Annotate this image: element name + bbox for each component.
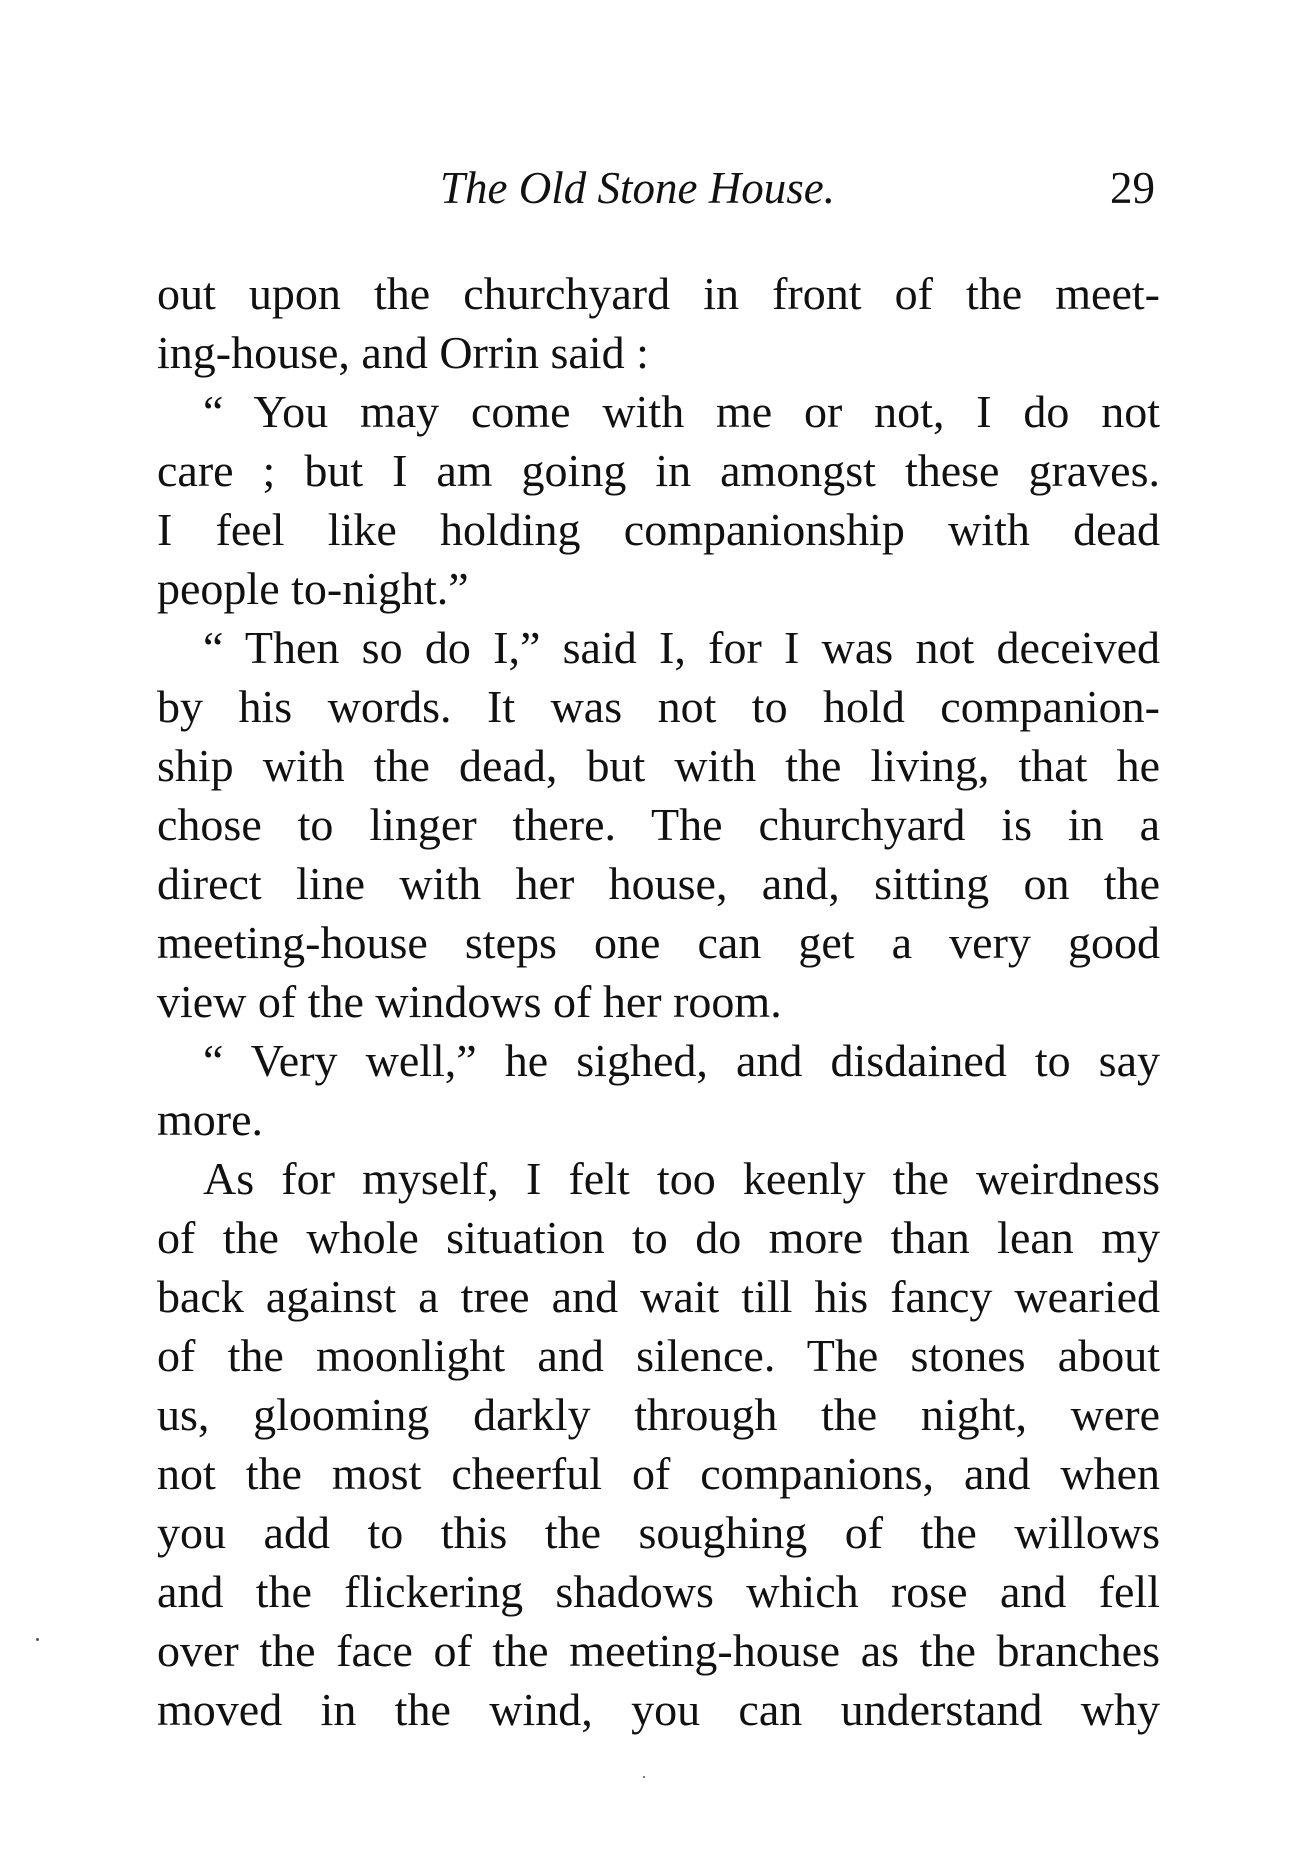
text-line: out upon the churchyard in front of the meet- [157,268,1160,319]
text-line: moved in the wind, you can understand why [157,1684,1160,1735]
ink-speck [643,1776,645,1778]
text-line: meeting-house steps one can get a very good [157,917,1160,968]
text-line: us, glooming darkly through the night, were [157,1389,1160,1440]
text-line: “ Then so do I,” said I, for I was not deceived [203,622,1160,673]
text-line: back against a tree and wait till his fancy wearied [157,1271,1160,1322]
text-line: chose to linger there. The churchyard is in a [157,799,1160,850]
text-line: view of the windows of her room. [157,976,782,1027]
text-line: “ Very well,” he sighed, and disdained to say [203,1035,1160,1086]
text-line: direct line with her house, and, sitting on the [157,858,1160,909]
text-line: of the moonlight and silence. The stones about [157,1330,1160,1381]
text-line: and the flickering shadows which rose and fell [157,1566,1160,1617]
running-header [0,158,1315,218]
text-line: not the most cheerful of companions, and when [157,1448,1160,1499]
page-number: 29 [1110,163,1155,213]
text-line: ing-house, and Orrin said : [157,327,649,378]
body-text [157,264,1160,1739]
text-line: you add to this the soughing of the willows [157,1507,1160,1558]
text-line: by his words. It was not to hold companion- [157,681,1160,732]
text-line: more. [157,1094,264,1145]
ink-speck [36,1638,39,1641]
text-line: I feel like holding companionship with dead [157,504,1160,555]
text-line: people to-night.” [157,563,469,614]
text-line: “ You may come with me or not, I do not [203,386,1160,437]
text-line: As for myself, I felt too keenly the weirdness [203,1153,1160,1204]
running-title: The Old Stone House. [440,163,835,213]
text-line: over the face of the meeting-house as the branches [157,1625,1160,1676]
text-line: of the whole situation to do more than lean my [157,1212,1160,1263]
text-line: ship with the dead, but with the living, that he [157,740,1160,791]
text-line: care ; but I am going in amongst these graves. [157,445,1160,496]
